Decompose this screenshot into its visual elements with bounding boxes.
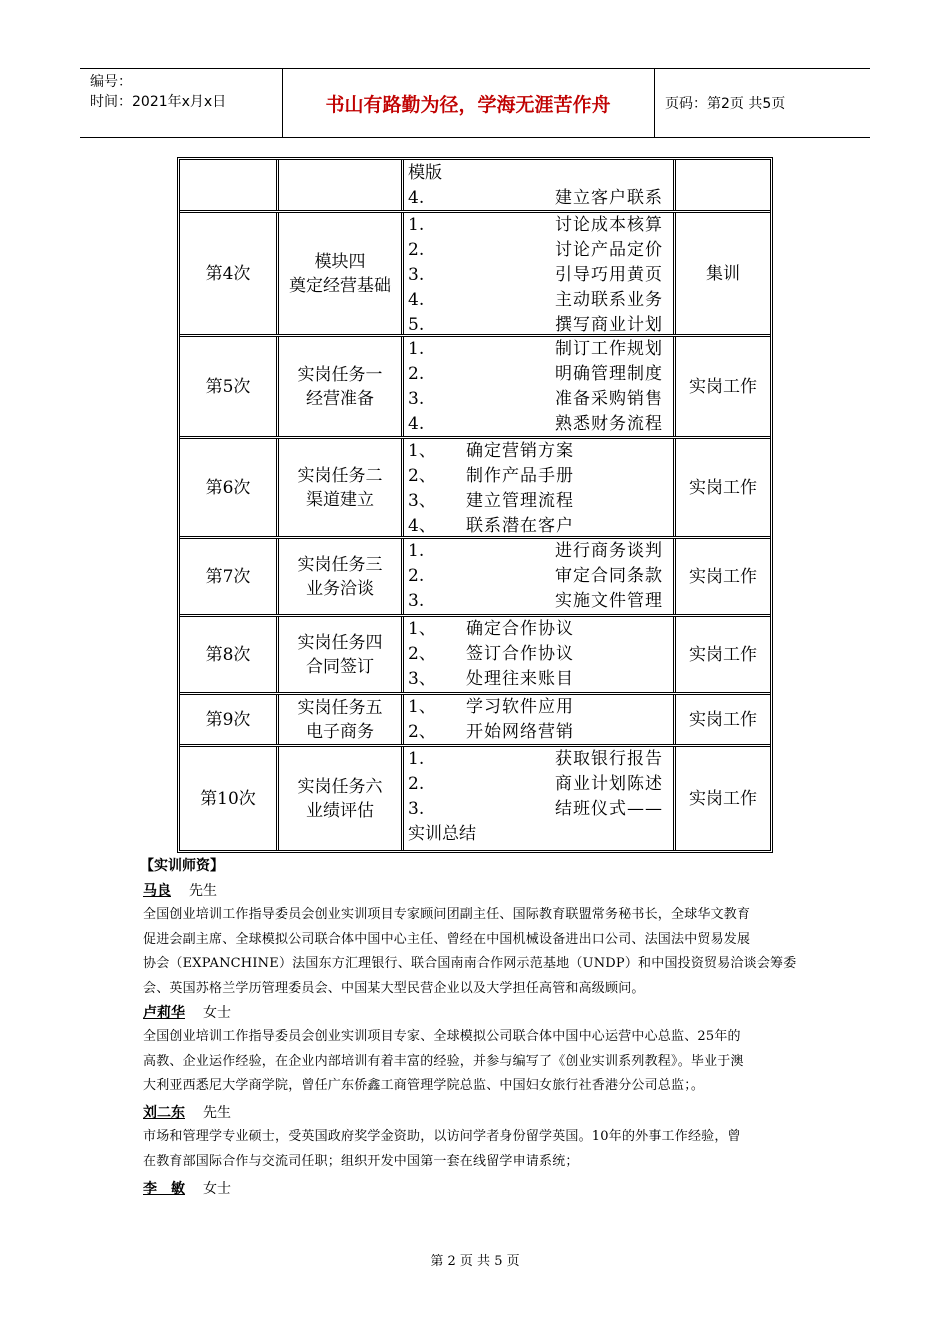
type-cell: 实岗工作 (689, 477, 757, 498)
task-text: 结班仪式—— (555, 799, 663, 819)
table-row (180, 213, 770, 337)
session-cell: 第9次 (180, 695, 279, 744)
table-row (180, 695, 770, 747)
task-number: 1、 (408, 441, 436, 461)
task-number: 3. (408, 591, 425, 611)
motto: 书山有路勤为径，学海无涯苦作舟 (282, 69, 655, 137)
tasks-cell (404, 539, 676, 614)
task-number: 4. (408, 290, 425, 310)
module-line: 实岗任务一 (297, 364, 383, 385)
task-item (406, 238, 673, 263)
module-line: 模块四 (314, 251, 366, 272)
session-cell: 第7次 (180, 539, 279, 614)
task-item (406, 695, 673, 720)
table-row (180, 160, 770, 213)
task-item (406, 263, 673, 288)
task-number: 3、 (408, 491, 436, 511)
type-cell (676, 160, 770, 210)
tasks-cell (404, 160, 676, 210)
task-number: 4. (408, 188, 425, 208)
task-number: 3. (408, 265, 425, 285)
task-text: 建立客户联系 (555, 188, 663, 208)
task-item (406, 387, 673, 412)
session-cell: 第4次 (180, 213, 279, 334)
task-number: 2、 (408, 466, 436, 486)
task-number: 实训总结 (408, 824, 476, 844)
session-cell (180, 160, 279, 210)
task-text: 建立管理流程 (466, 491, 574, 511)
task-number: 1. (408, 749, 425, 769)
task-item (406, 514, 673, 539)
task-item (406, 772, 673, 797)
task-text: 明确管理制度 (555, 364, 663, 384)
page-info: 页码：第2页 共5页 (665, 96, 786, 112)
time-label: 时间：2021年x月x日 (90, 94, 227, 110)
task-text: 开始网络营销 (466, 722, 574, 742)
module-line: 业绩评估 (306, 800, 374, 821)
task-number: 4、 (408, 516, 436, 536)
task-text: 确定营销方案 (466, 441, 574, 461)
task-number: 2. (408, 240, 425, 260)
task-text: 主动联系业务 (555, 290, 663, 310)
task-text: 引导巧用黄页 (555, 265, 663, 285)
module-line: 经营准备 (306, 388, 374, 409)
task-number: 3. (408, 799, 425, 819)
task-number: 2. (408, 774, 425, 794)
table-row (180, 617, 770, 695)
module-cell (279, 213, 404, 334)
module-line: 实岗任务四 (297, 632, 383, 653)
task-number: 1. (408, 339, 425, 359)
task-number: 1、 (408, 619, 436, 639)
task-item (406, 362, 673, 387)
session-cell: 第8次 (180, 617, 279, 692)
task-text: 确定合作协议 (466, 619, 574, 639)
faculty-heading: 【实训师资】 (140, 858, 224, 874)
module-line: 实岗任务三 (297, 554, 383, 575)
type-cell: 实岗工作 (689, 644, 757, 665)
task-text: 进行商务谈判 (555, 541, 663, 561)
session-cell: 第10次 (180, 747, 279, 850)
type-cell: 实岗工作 (689, 566, 757, 587)
task-number: 3. (408, 389, 425, 409)
faculty-name: 马良 先生 (143, 883, 217, 899)
module-cell (279, 160, 404, 210)
task-number: 3、 (408, 669, 436, 689)
tasks-cell (404, 695, 676, 744)
task-number: 2. (408, 364, 425, 384)
module-line: 渠道建立 (306, 489, 374, 510)
page-header (80, 68, 870, 138)
task-text: 讨论产品定价 (555, 240, 663, 260)
task-text: 制订工作规划 (555, 339, 663, 359)
module-line: 电子商务 (306, 721, 374, 742)
table-row (180, 439, 770, 539)
task-number: 1. (408, 215, 425, 235)
module-line: 奠定经营基础 (289, 275, 391, 296)
task-item (406, 313, 673, 338)
type-cell: 集训 (706, 263, 740, 284)
task-number: 4. (408, 414, 425, 434)
type-cell: 实岗工作 (689, 709, 757, 730)
faculty-name: 刘二东 先生 (143, 1105, 231, 1121)
table-row (180, 539, 770, 617)
faculty-bio: 全国创业培训工作指导委员会创业实训项目专家、全球模拟公司联合体中国中心运营中心总监、25年的 高教、企业运作经验，在企业内部培训有着丰富的经验，并参与编写了《创业实训系列教程》。毕业于澳 大利亚西悉尼大学商学院，曾任广东侨鑫工商管理学院总监、中国妇女旅行社香港分公司总监；。 (143, 1029, 744, 1093)
table-row (180, 337, 770, 439)
task-text: 审定合同条款 (555, 566, 663, 586)
task-item (406, 617, 673, 642)
page-footer: 第 2 页 共 5 页 (430, 1254, 520, 1269)
task-number: 5. (408, 315, 425, 335)
module-cell (279, 695, 404, 744)
tasks-cell (404, 213, 676, 334)
module-cell (279, 617, 404, 692)
module-cell (279, 439, 404, 536)
module-line: 合同签订 (306, 656, 374, 677)
task-number: 1、 (408, 697, 436, 717)
tasks-cell (404, 439, 676, 536)
tasks-cell (404, 337, 676, 436)
task-text: 签订合作协议 (466, 644, 574, 664)
task-item (406, 822, 673, 847)
task-item (406, 213, 673, 238)
task-text: 撰写商业计划 (555, 315, 663, 335)
task-item (406, 464, 673, 489)
task-item (406, 642, 673, 667)
task-text: 学习软件应用 (466, 697, 574, 717)
task-text: 联系潜在客户 (466, 516, 574, 536)
task-item (406, 288, 673, 313)
session-cell: 第5次 (180, 337, 279, 436)
session-cell: 第6次 (180, 439, 279, 536)
task-item (406, 589, 673, 614)
module-cell (279, 337, 404, 436)
task-item (406, 797, 673, 822)
task-number: 2、 (408, 644, 436, 664)
faculty-bio: 市场和管理学专业硕士，受英国政府奖学金资助，以访问学者身份留学英国。10年的外事工作经验，曾 在教育部国际合作与交流司任职；组织开发中国第一套在线留学申请系统； (143, 1129, 741, 1169)
task-item (406, 747, 673, 772)
task-item (406, 720, 673, 745)
task-text: 处理往来账目 (466, 669, 574, 689)
module-line: 实岗任务二 (297, 465, 383, 486)
task-text: 熟悉财务流程 (555, 414, 663, 434)
task-item (406, 539, 673, 564)
task-text: 准备采购销售 (555, 389, 663, 409)
task-item (406, 337, 673, 362)
tasks-cell (404, 747, 676, 850)
faculty-name: 李 敏 女士 (143, 1181, 231, 1197)
type-cell: 实岗工作 (689, 788, 757, 809)
task-item (406, 412, 673, 437)
faculty-bio: 全国创业培训工作指导委员会创业实训项目专家顾问团副主任、国际教育联盟常务秘书长，全球华文教育 促进会副主席、全球模拟公司联合体中国中心主任、曾经在中国机械设备进出口公司、法国法中贸易发展 协会（EXPANCHINE）法国东方汇理银行、联合国南南合作网示范基地（UNDP）和中国投资贸易洽谈会筹委 会、英国苏格兰学历管理委员会、中国某大型民营企业以及大学担任高管和高级顾问。 (143, 907, 797, 996)
table-row (180, 747, 770, 850)
header-meta (80, 69, 283, 137)
tasks-cell (404, 617, 676, 692)
task-text: 获取银行报告 (555, 749, 663, 769)
module-line: 实岗任务六 (297, 776, 383, 797)
task-item (406, 439, 673, 464)
task-item (406, 667, 673, 692)
task-number: 2、 (408, 722, 436, 742)
schedule-table (177, 157, 773, 853)
task-number: 2. (408, 566, 425, 586)
task-item (406, 489, 673, 514)
task-text: 实施文件管理 (555, 591, 663, 611)
task-text: 讨论成本核算 (555, 215, 663, 235)
task-text: 制作产品手册 (466, 466, 574, 486)
task-item (406, 564, 673, 589)
type-cell: 实岗工作 (689, 376, 757, 397)
task-item (406, 161, 673, 186)
task-item (406, 186, 673, 211)
module-cell (279, 539, 404, 614)
task-number: 1. (408, 541, 425, 561)
module-line: 实岗任务五 (297, 697, 383, 718)
task-text: 商业计划陈述 (555, 774, 663, 794)
number-label: 编号： (90, 74, 132, 90)
faculty-name: 卢莉华 女士 (143, 1005, 231, 1021)
module-cell (279, 747, 404, 850)
task-number: 模版 (408, 163, 442, 183)
module-line: 业务洽谈 (306, 578, 374, 599)
